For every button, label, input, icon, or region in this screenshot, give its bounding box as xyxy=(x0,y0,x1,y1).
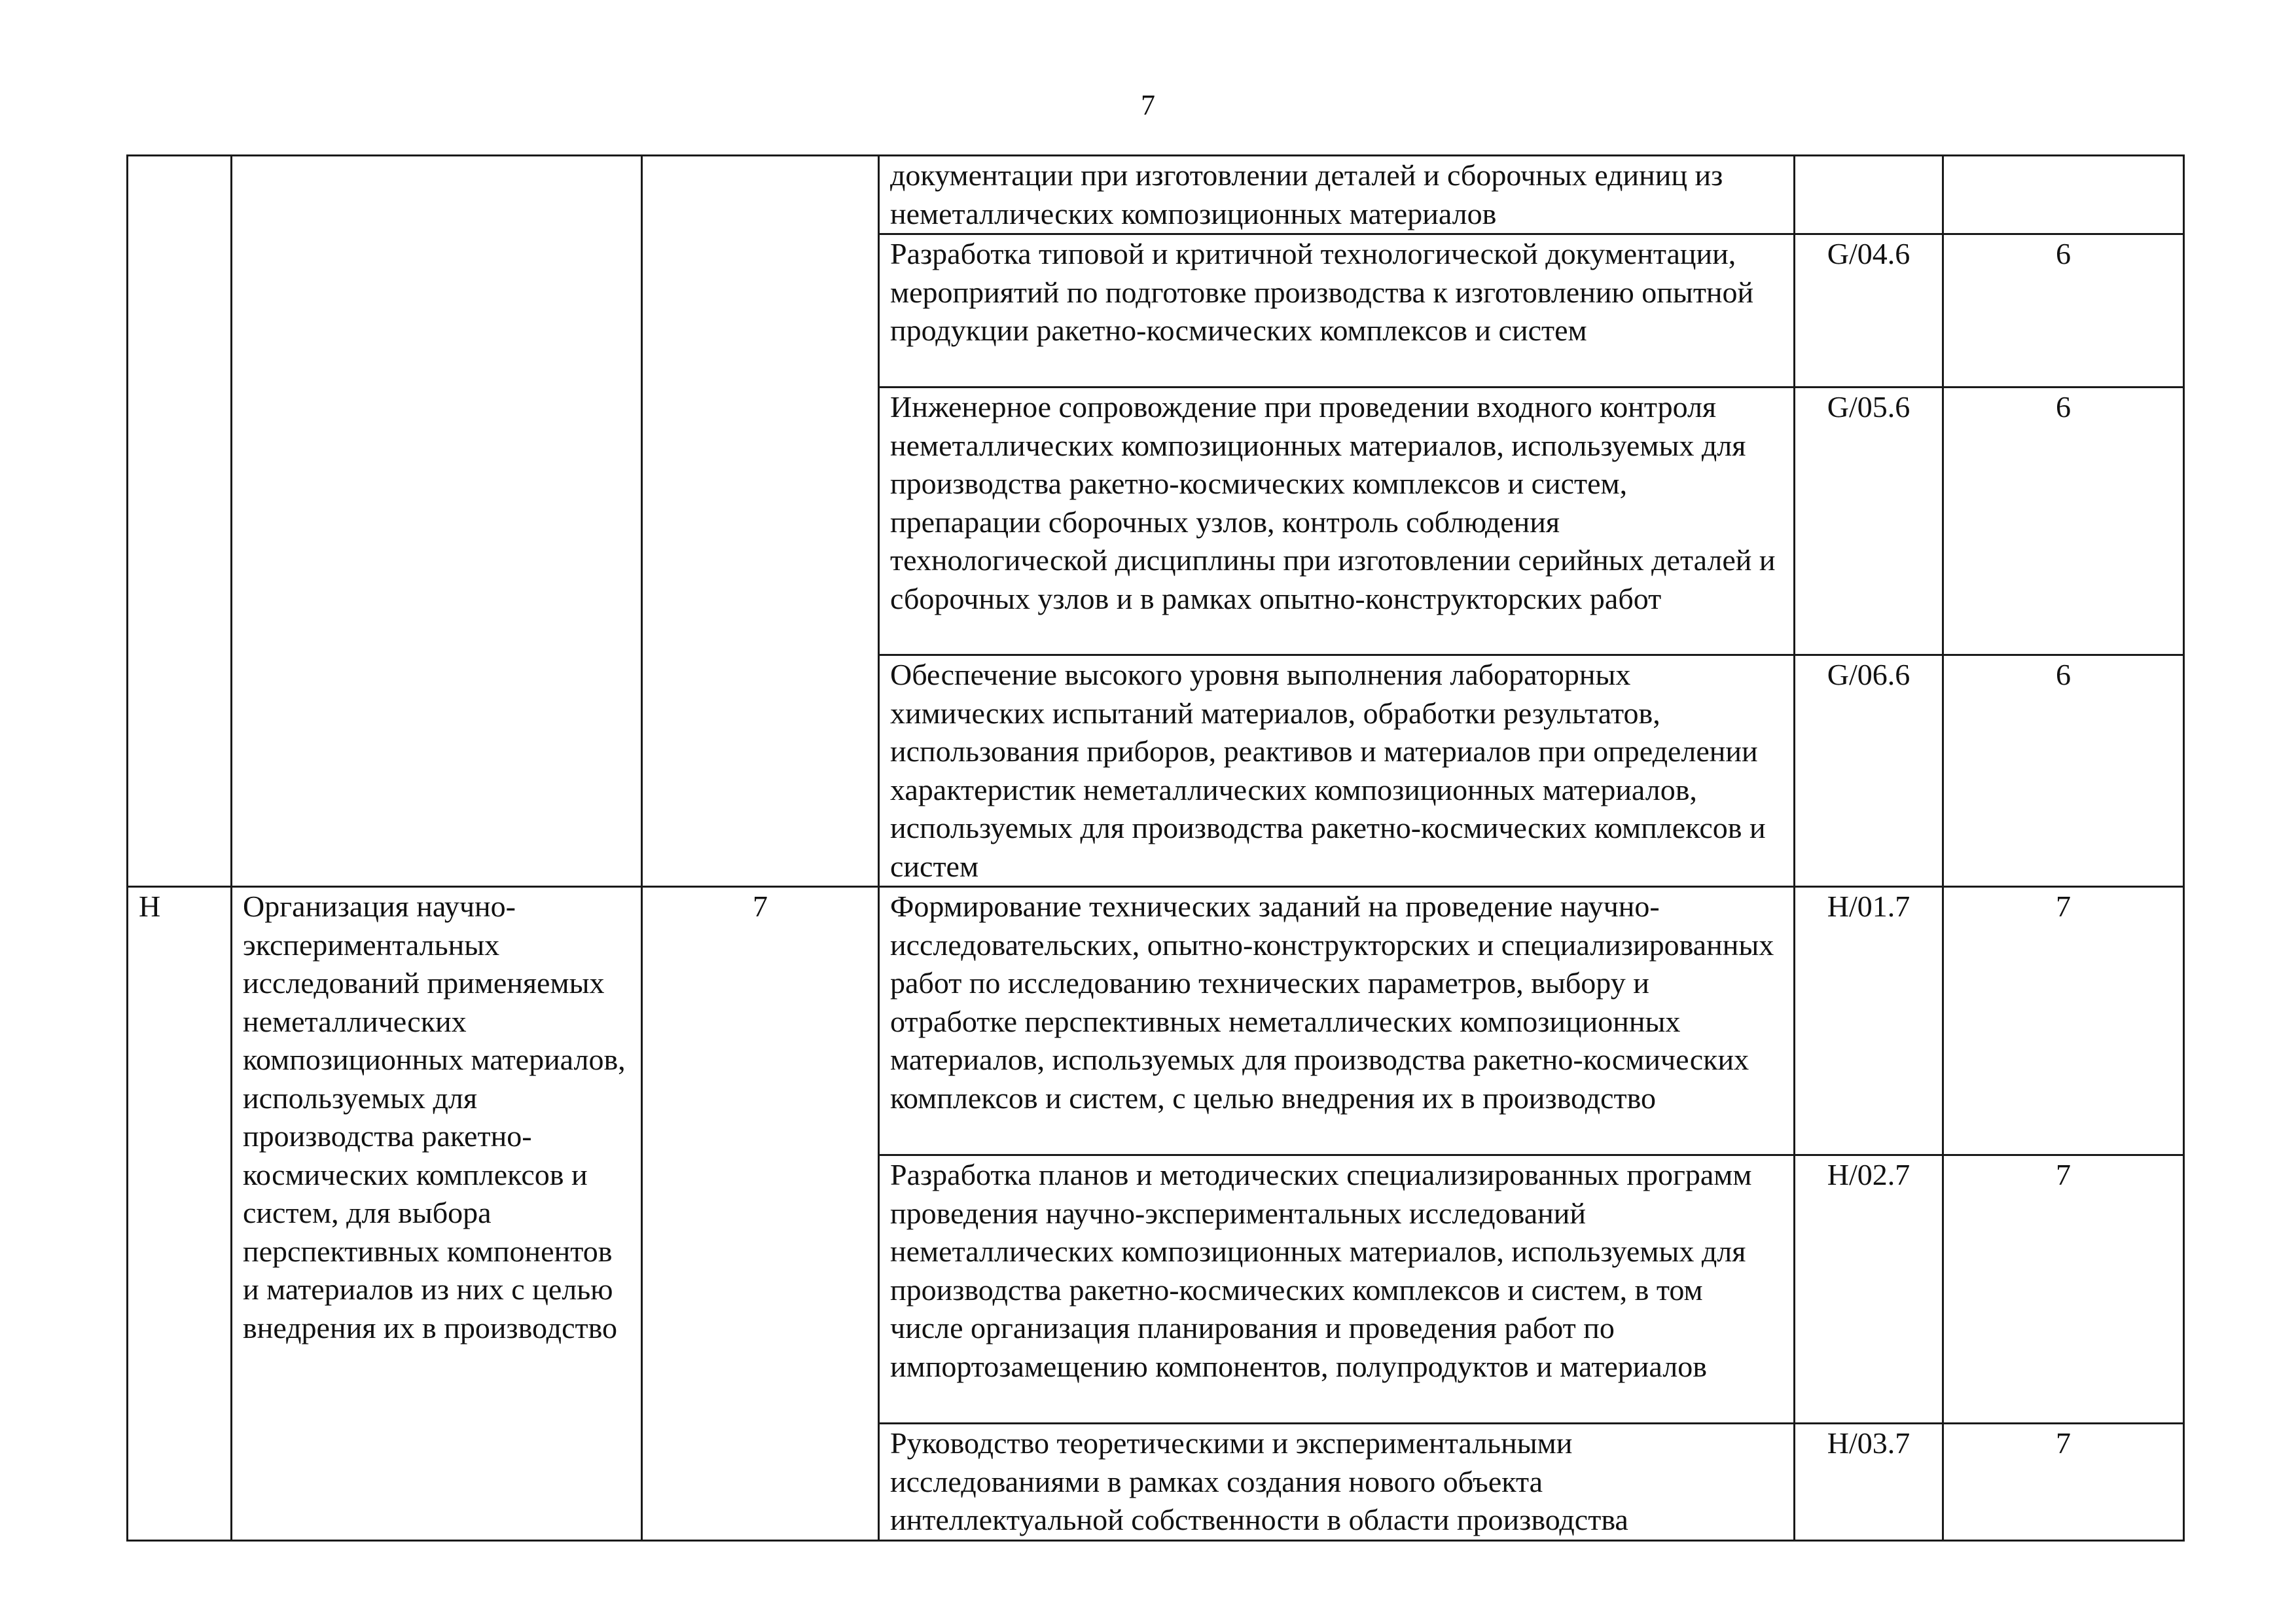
function-name-cell: Разработка типовой и критичной технологической документации, мероприятий по подготовке производства к изготовлению опытной продукции ракетно-космических комплексов и систем xyxy=(879,234,1795,388)
group-code-cell xyxy=(128,156,232,887)
function-level-cell: 7 xyxy=(1943,1155,2184,1424)
function-level-cell: 7 xyxy=(1943,1424,2184,1541)
function-code-cell: H/03.7 xyxy=(1795,1424,1943,1541)
function-code-cell xyxy=(1795,156,1943,234)
group-name-cell xyxy=(232,156,642,887)
function-code-cell: H/01.7 xyxy=(1795,887,1943,1155)
function-level-cell: 6 xyxy=(1943,388,2184,655)
group-name-cell: Организация научно-экспериментальных исследований применяемых неметаллических композиционных материалов, используемых для производства ракетно-космических комплексов и систем, для выбора перспективных компонентов и материалов из них с целью внедрения их в производство xyxy=(232,887,642,1541)
table-row xyxy=(128,156,2184,234)
function-code-cell: H/02.7 xyxy=(1795,1155,1943,1424)
qualification-table xyxy=(126,154,2185,1542)
function-name-cell: Разработка планов и методических специализированных программ проведения научно-экспериментальных исследований неметаллических композиционных материалов, используемых для производства ракетно-космических комплексов и систем, в том числе организация планирования и проведения работ по импортозамещению компонентов, полупродуктов и материалов xyxy=(879,1155,1795,1424)
function-name-cell: документации при изготовлении деталей и сборочных единиц из неметаллических композиционных материалов xyxy=(879,156,1795,234)
function-level-cell: 6 xyxy=(1943,655,2184,887)
page-number: 7 xyxy=(1141,89,1155,121)
function-name-cell: Формирование технических заданий на проведение научно-исследовательских, опытно-конструкторских и специализированных работ по исследованию технических параметров, выбору и отработке перспективных неметаллических композиционных материалов, используемых для производства ракетно-космических комплексов и систем, с целью внедрения их в производство xyxy=(879,887,1795,1155)
function-name-cell: Руководство теоретическими и экспериментальными исследованиями в рамках создания нового объекта интеллектуальной собственности в области производства xyxy=(879,1424,1795,1541)
function-level-cell xyxy=(1943,156,2184,234)
function-level-cell: 7 xyxy=(1943,887,2184,1155)
function-code-cell: G/04.6 xyxy=(1795,234,1943,388)
function-code-cell: G/05.6 xyxy=(1795,388,1943,655)
table-row xyxy=(128,887,2184,1155)
function-name-cell: Инженерное сопровождение при проведении входного контроля неметаллических композиционных материалов, используемых для производства ракетно-космических комплексов и систем, препарации сборочных узлов, контроль соблюдения технологической дисциплины при изготовлении серийных деталей и сборочных узлов и в рамках опытно-конструкторских работ xyxy=(879,388,1795,655)
group-level-cell xyxy=(642,156,879,887)
function-name-cell: Обеспечение высокого уровня выполнения лабораторных химических испытаний материалов, обработки результатов, использования приборов, реактивов и материалов при определении характеристик неметаллических композиционных материалов, используемых для производства ракетно-космических комплексов и систем xyxy=(879,655,1795,887)
group-code-cell: H xyxy=(128,887,232,1541)
function-code-cell: G/06.6 xyxy=(1795,655,1943,887)
group-level-cell: 7 xyxy=(642,887,879,1541)
function-level-cell: 6 xyxy=(1943,234,2184,388)
